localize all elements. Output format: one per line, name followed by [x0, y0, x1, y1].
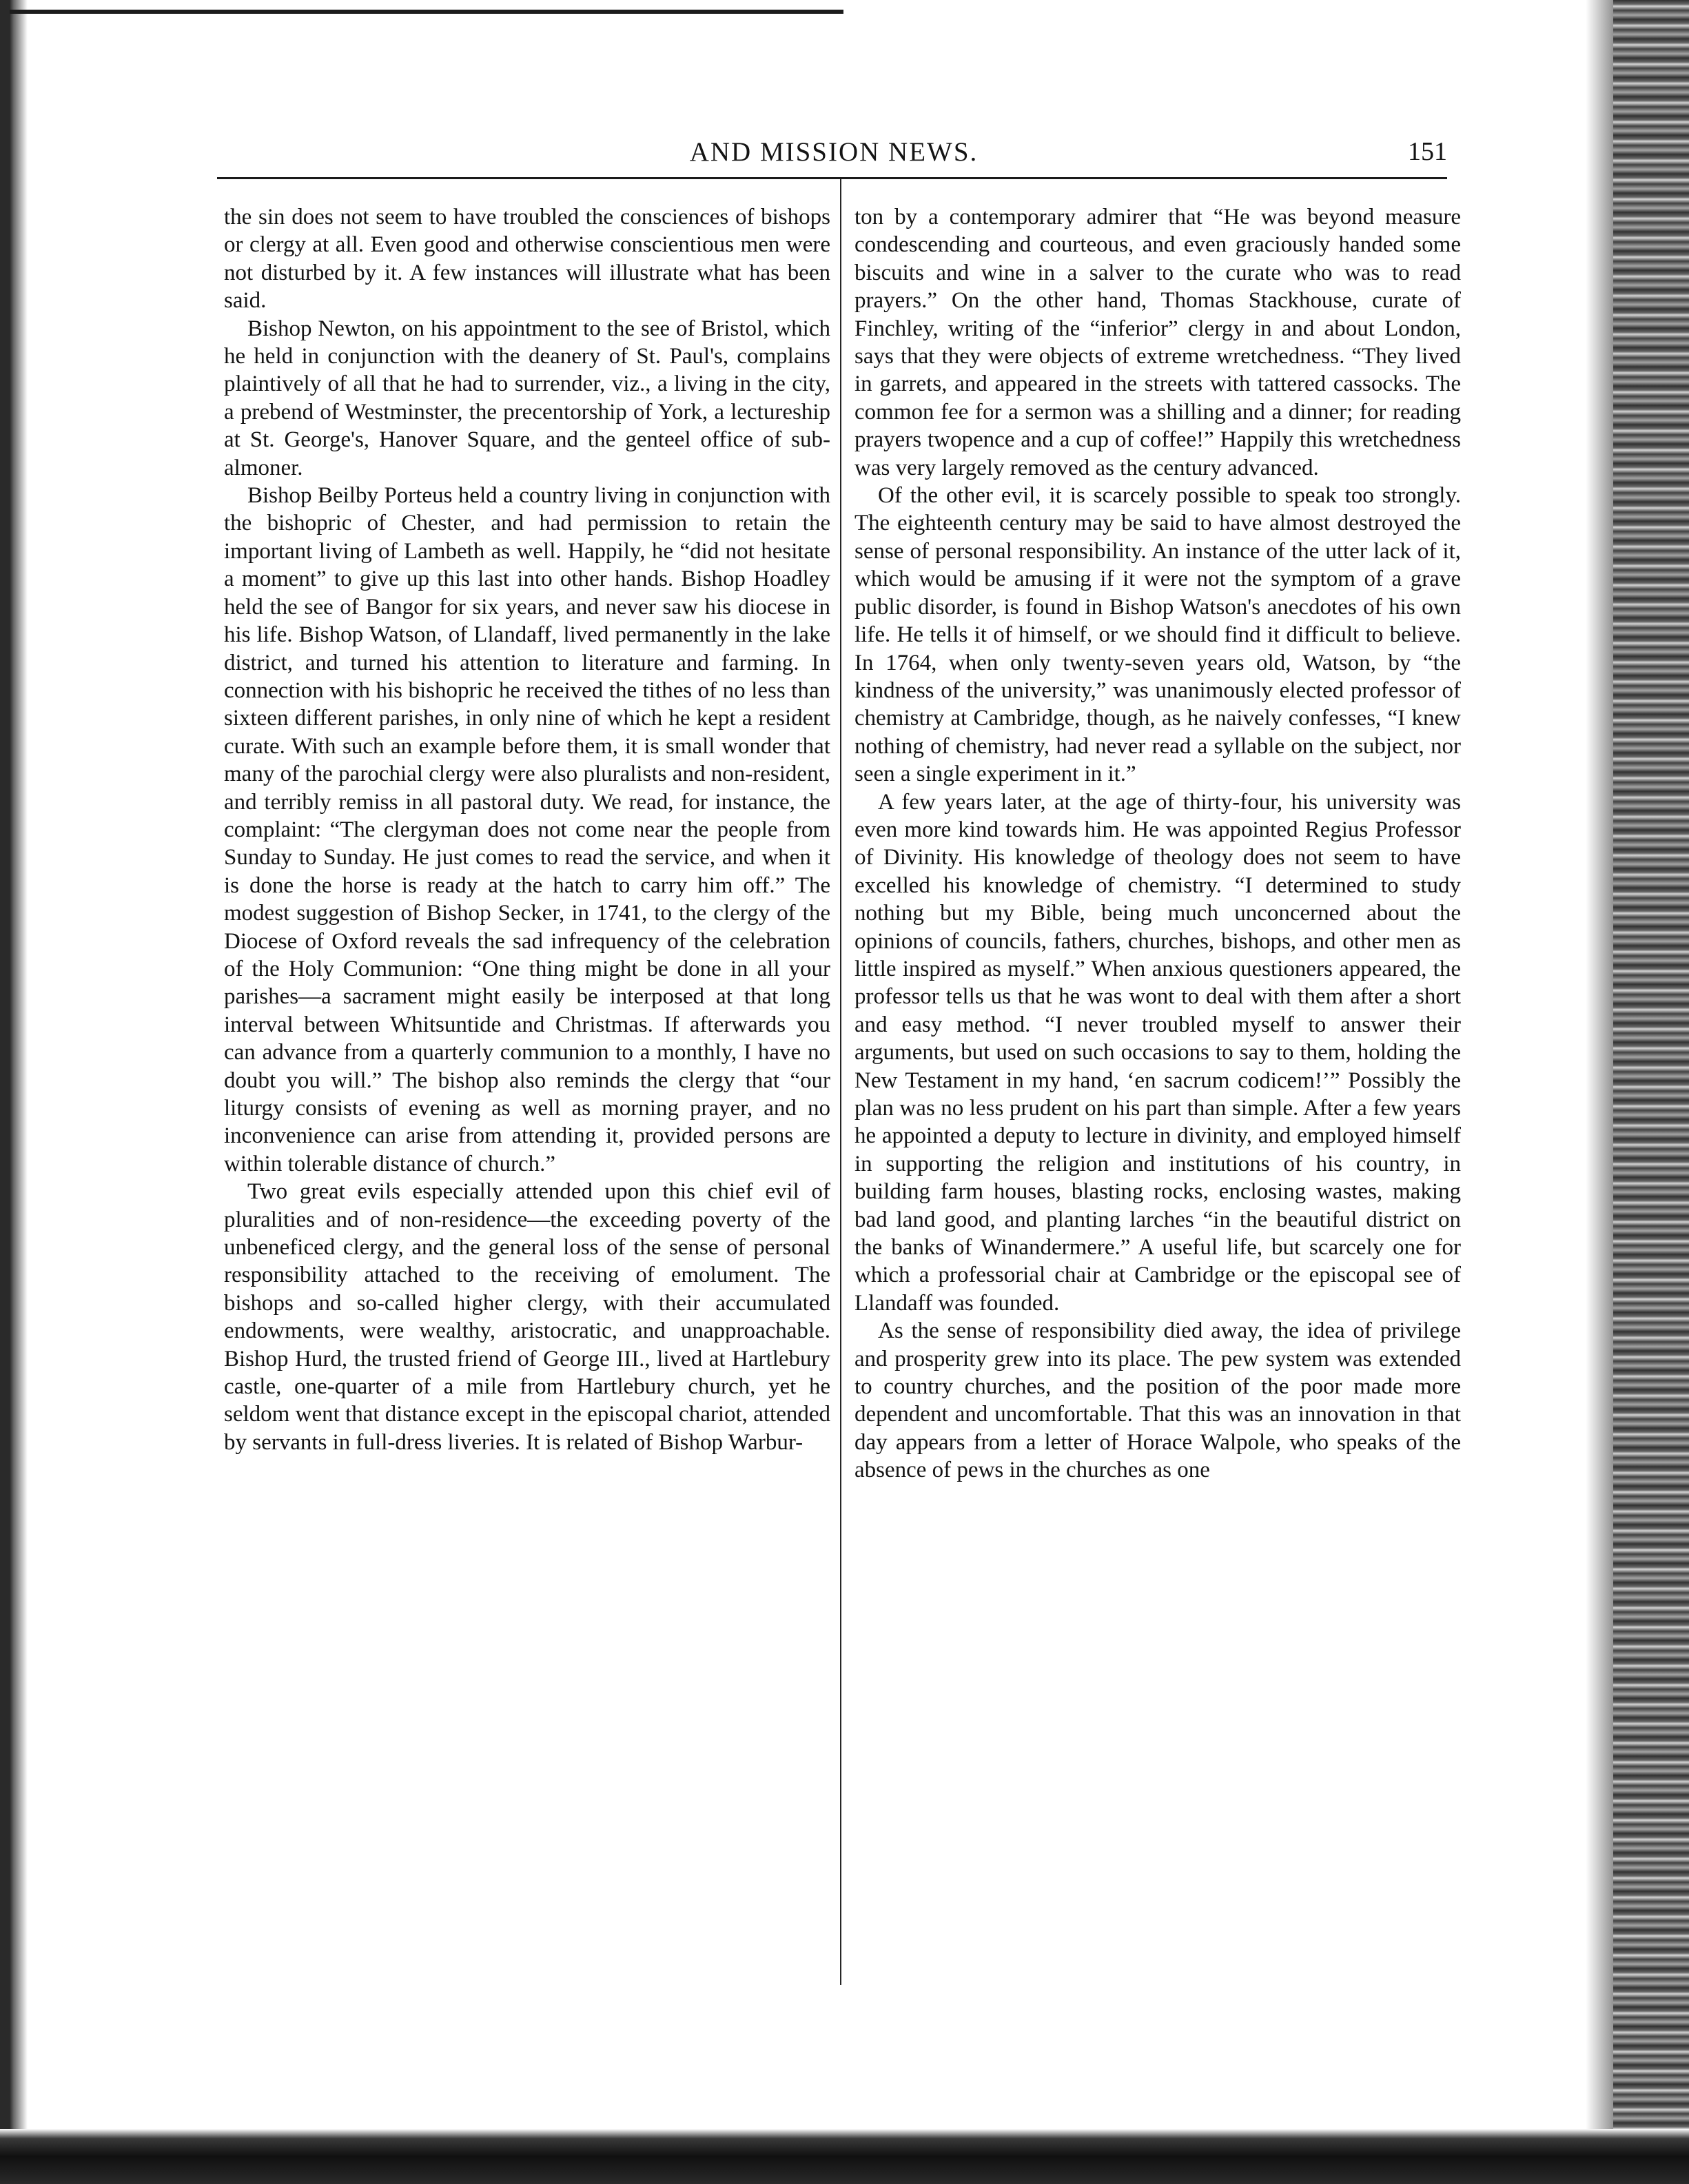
header-rule	[217, 177, 1447, 179]
scan-border-bottom	[0, 2129, 1689, 2184]
running-head-title: AND MISSION NEWS.	[689, 137, 979, 167]
scan-border-right	[1613, 0, 1689, 2184]
paragraph: Of the other evil, it is scarcely possible to speak too strongly. The eighteenth century may be said to have almost destroyed the sense of personal responsibility. An instance of the utter lack of it, which would be amusing if it were not the symptom of a grave public disorder, is found in Bishop Watson's anecdotes of his own life. He tells it of himself, or we should find it difficult to believe. In 1764, when only twenty-seven years old, Watson, by “the kindness of the university,” was unanimously elected professor of chemistry at Cambridge, though, as he naively confesses, “I knew nothing of chemistry, had never read a syllable on the subject, nor seen a single experiment in it.”	[854, 483, 1461, 787]
column-divider	[840, 179, 841, 1985]
paragraph: ton by a contemporary admirer that “He was beyond measure condescending and courteous, and even graciously handed some biscuits and wine in a salver to the curate who was to read prayers.” On the other hand, Thomas Stackhouse, curate of Finchley, writing of the “inferior” clergy in and about London, says that they were objects of extreme wretchedness. “They lived in garrets, and appeared in the streets with tattered cassocks. The common fee for a sermon was a shilling and a dinner; for reading prayers twopence and a cup of coffee!” Happily this wretchedness was very largely removed as the century advanced.	[854, 205, 1461, 480]
scan-shadow-right	[1586, 0, 1613, 2184]
paragraph: A few years later, at the age of thirty-four, his university was even more kind towards him. He was appointed Regius Professor of Divinity. His knowledge of theology does not seem to have excelled his knowledge of chemistry. “I determined to study nothing but my Bible, being much unconcerned about the opinions of councils, fathers, churches, bishops, and other men as little inspired as myself.” When anxious questioners appeared, the professor tells us that he was wont to deal with them after a short and easy method. “I never troubled myself to answer their arguments, but used on such occasions to say to them, holding the New Testament in my hand, ‘en sacrum codicem!’” Possibly the plan was no less prudent on his part than simple. After a few years he appointed a deputy to lecture in divinity, and employed himself in supporting the religion and institutions of his country, in building farm houses, blasting rocks, enclosing wastes, making bad land good, and planting larches “in the beautiful district on the banks of Winandermere.” A useful life, but scarcely one for which a professorial chair at Cambridge or the episcopal see of Llandaff was founded.	[854, 789, 1461, 1316]
paragraph: Bishop Newton, on his appointment to the see of Bristol, which he held in conjunction with the deanery of St. Paul's, complains plaintively of all that he had to surrender, viz., a living in the city, a prebend of Westminster, the precentorship of York, a lectureship at St. George's, Hanover Square, and the genteel office of sub-almoner.	[224, 316, 830, 480]
right-column	[854, 203, 1461, 1988]
paragraph: the sin does not seem to have troubled the consciences of bishops or clergy at all. Even good and otherwise conscientious men were not disturbed by it. A few instances will illustrate what has been said.	[224, 205, 830, 314]
running-head	[221, 136, 1447, 178]
paragraph: Bishop Beilby Porteus held a country living in conjunction with the bishopric of Chester, and had permission to retain the important living of Lambeth as well. Happily, he “did not hesitate a moment” to give up this last into other hands. Bishop Hoadley held the see of Bangor for six years, and never saw his diocese in his life. Bishop Watson, of Llandaff, lived permanently in the lake district, and turned his attention to literature and farming. In connection with his bishopric he received the tithes of no less than sixteen different parishes, in only nine of which he kept a resident curate. With such an example before them, it is small wonder that many of the parochial clergy were also pluralists and non-resident, and terribly remiss in all pastoral duty. We read, for instance, the complaint: “The clergyman does not come near the people from Sunday to Sunday. He just comes to read the service, and when it is done the horse is ready at the hatch to carry him off.” The modest suggestion of Bishop Secker, in 1741, to the clergy of the Diocese of Oxford reveals the sad infrequency of the celebration of the Holy Communion: “One thing might be done in all your parishes—a sacrament might easily be interposed at that long interval between Whitsuntide and Christmas. If afterwards you can advance from a quarterly communion to a monthly, I have no doubt you will.” The bishop also reminds the clergy that “our liturgy consists of evening as well as morning prayer, and no inconvenience can arise from attending it, provided persons are within tolerable distance of church.”	[224, 483, 830, 1176]
scan-border-left	[0, 0, 28, 2184]
left-column	[224, 203, 830, 1988]
page-number: 151	[1408, 137, 1447, 166]
paragraph: Two great evils especially attended upon this chief evil of pluralities and of non-residence—the exceeding poverty of the unbeneficed clergy, and the general loss of the sense of personal responsibility attached to the receiving of emolument. The bishops and so-called higher clergy, with their accumulated endowments, were wealthy, aristocratic, and unapproachable. Bishop Hurd, the trusted friend of George III., lived at Hartlebury castle, one-quarter of a mile from Hartlebury church, yet he seldom went that distance except in the episcopal chariot, attended by servants in full-dress liveries. It is related of Bishop Warbur-	[224, 1179, 830, 1455]
paragraph: As the sense of responsibility died away, the idea of privilege and prosperity grew into its place. The pew system was extended to country churches, and the position of the poor made more dependent and uncomfortable. That this was an innovation in that day appears from a letter of Horace Walpole, who speaks of the absence of pews in the churches as one	[854, 1318, 1461, 1483]
scan-border-top	[10, 10, 843, 14]
